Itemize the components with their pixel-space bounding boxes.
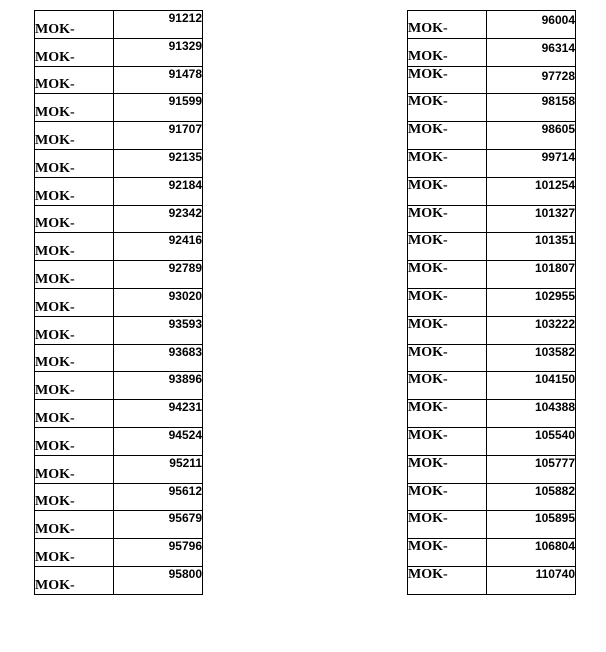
id-number-cell: 105777	[487, 455, 576, 483]
id-prefix-cell: MOK-	[408, 149, 487, 177]
id-prefix-cell: MOK-	[408, 400, 487, 428]
table-row	[35, 177, 203, 205]
id-number-cell: 105882	[487, 483, 576, 511]
id-prefix-cell: MOK-	[408, 205, 487, 233]
table-row	[408, 38, 576, 66]
id-number-cell: 93683	[114, 344, 203, 372]
id-number-cell: 102955	[487, 288, 576, 316]
id-number-cell: 92416	[114, 233, 203, 261]
id-number-cell: 99714	[487, 149, 576, 177]
table-row	[35, 483, 203, 511]
id-number-cell: 91599	[114, 94, 203, 122]
left-id-table	[34, 10, 203, 595]
table-row	[408, 205, 576, 233]
table-row	[35, 66, 203, 94]
table-row	[35, 38, 203, 66]
table-row	[408, 149, 576, 177]
id-prefix-cell: MOK-	[408, 177, 487, 205]
id-prefix-cell: MOK-	[408, 427, 487, 455]
table-row	[35, 94, 203, 122]
id-prefix-cell: MOK-	[408, 288, 487, 316]
table-row	[408, 66, 576, 94]
id-prefix-cell: MOK-	[35, 455, 114, 483]
id-prefix-cell: MOK-	[408, 233, 487, 261]
id-number-cell: 103582	[487, 344, 576, 372]
id-number-cell: 91478	[114, 66, 203, 94]
table-row	[408, 261, 576, 289]
id-number-cell: 92135	[114, 149, 203, 177]
table-row	[35, 427, 203, 455]
table-row	[408, 372, 576, 400]
table-row	[408, 400, 576, 428]
id-prefix-cell: MOK-	[35, 511, 114, 539]
table-row	[408, 427, 576, 455]
table-row	[408, 455, 576, 483]
id-prefix-cell: MOK-	[35, 400, 114, 428]
id-number-cell: 95800	[114, 566, 203, 594]
table-row	[35, 316, 203, 344]
table-row	[408, 94, 576, 122]
id-prefix-cell: MOK-	[35, 11, 114, 39]
id-number-cell: 92789	[114, 261, 203, 289]
table-row	[408, 511, 576, 539]
id-prefix-cell: MOK-	[35, 316, 114, 344]
id-number-cell: 93020	[114, 288, 203, 316]
id-prefix-cell: MOK-	[408, 455, 487, 483]
id-prefix-cell: MOK-	[35, 483, 114, 511]
id-number-cell: 101351	[487, 233, 576, 261]
table-row	[35, 149, 203, 177]
id-prefix-cell: MOK-	[35, 288, 114, 316]
id-prefix-cell: MOK-	[408, 38, 487, 66]
table-row	[35, 455, 203, 483]
id-number-cell: 98158	[487, 94, 576, 122]
table-row	[35, 288, 203, 316]
table-row	[408, 316, 576, 344]
id-prefix-cell: MOK-	[408, 511, 487, 539]
table-row	[35, 205, 203, 233]
id-number-cell: 101807	[487, 261, 576, 289]
id-number-cell: 91329	[114, 38, 203, 66]
id-prefix-cell: MOK-	[35, 344, 114, 372]
id-number-cell: 95211	[114, 455, 203, 483]
id-number-cell: 91212	[114, 11, 203, 39]
id-prefix-cell: MOK-	[35, 122, 114, 150]
id-prefix-cell: MOK-	[408, 94, 487, 122]
table-row	[408, 288, 576, 316]
right-id-table	[407, 10, 576, 595]
id-number-cell: 104388	[487, 400, 576, 428]
id-number-cell: 93593	[114, 316, 203, 344]
id-prefix-cell: MOK-	[408, 372, 487, 400]
id-number-cell: 110740	[487, 566, 576, 594]
table-row	[35, 344, 203, 372]
id-prefix-cell: MOK-	[408, 261, 487, 289]
id-prefix-cell: MOK-	[35, 38, 114, 66]
id-prefix-cell: MOK-	[35, 205, 114, 233]
table-row	[408, 122, 576, 150]
id-prefix-cell: MOK-	[408, 539, 487, 567]
id-number-cell: 92342	[114, 205, 203, 233]
id-prefix-cell: MOK-	[408, 483, 487, 511]
id-number-cell: 93896	[114, 372, 203, 400]
id-prefix-cell: MOK-	[35, 427, 114, 455]
id-prefix-cell: MOK-	[35, 566, 114, 594]
id-number-cell: 96314	[487, 38, 576, 66]
id-number-cell: 91707	[114, 122, 203, 150]
table-row	[408, 483, 576, 511]
id-number-cell: 95679	[114, 511, 203, 539]
id-prefix-cell: MOK-	[408, 66, 487, 94]
table-row	[408, 11, 576, 39]
table-row	[408, 233, 576, 261]
id-number-cell: 95796	[114, 539, 203, 567]
id-number-cell: 97728	[487, 66, 576, 94]
table-row	[35, 566, 203, 594]
id-number-cell: 92184	[114, 177, 203, 205]
table-row	[35, 233, 203, 261]
id-number-cell: 98605	[487, 122, 576, 150]
id-number-cell: 105540	[487, 427, 576, 455]
id-prefix-cell: MOK-	[408, 344, 487, 372]
id-prefix-cell: MOK-	[35, 372, 114, 400]
id-number-cell: 104150	[487, 372, 576, 400]
id-number-cell: 105895	[487, 511, 576, 539]
id-number-cell: 101327	[487, 205, 576, 233]
table-row	[35, 11, 203, 39]
table-row	[35, 372, 203, 400]
table-row	[408, 177, 576, 205]
table-row	[408, 539, 576, 567]
id-number-cell: 103222	[487, 316, 576, 344]
id-prefix-cell: MOK-	[408, 122, 487, 150]
id-number-cell: 101254	[487, 177, 576, 205]
id-prefix-cell: MOK-	[35, 149, 114, 177]
table-row	[35, 539, 203, 567]
id-prefix-cell: MOK-	[35, 261, 114, 289]
id-prefix-cell: MOK-	[35, 94, 114, 122]
id-prefix-cell: MOK-	[35, 539, 114, 567]
id-number-cell: 96004	[487, 11, 576, 39]
id-prefix-cell: MOK-	[408, 566, 487, 594]
id-number-cell: 94524	[114, 427, 203, 455]
id-number-cell: 106804	[487, 539, 576, 567]
table-row	[408, 566, 576, 594]
table-row	[35, 122, 203, 150]
id-prefix-cell: MOK-	[35, 233, 114, 261]
table-row	[408, 344, 576, 372]
table-row	[35, 511, 203, 539]
table-row	[35, 400, 203, 428]
id-prefix-cell: MOK-	[408, 316, 487, 344]
id-number-cell: 94231	[114, 400, 203, 428]
id-prefix-cell: MOK-	[35, 177, 114, 205]
id-prefix-cell: MOK-	[35, 66, 114, 94]
id-number-cell: 95612	[114, 483, 203, 511]
id-prefix-cell: MOK-	[408, 11, 487, 39]
table-row	[35, 261, 203, 289]
